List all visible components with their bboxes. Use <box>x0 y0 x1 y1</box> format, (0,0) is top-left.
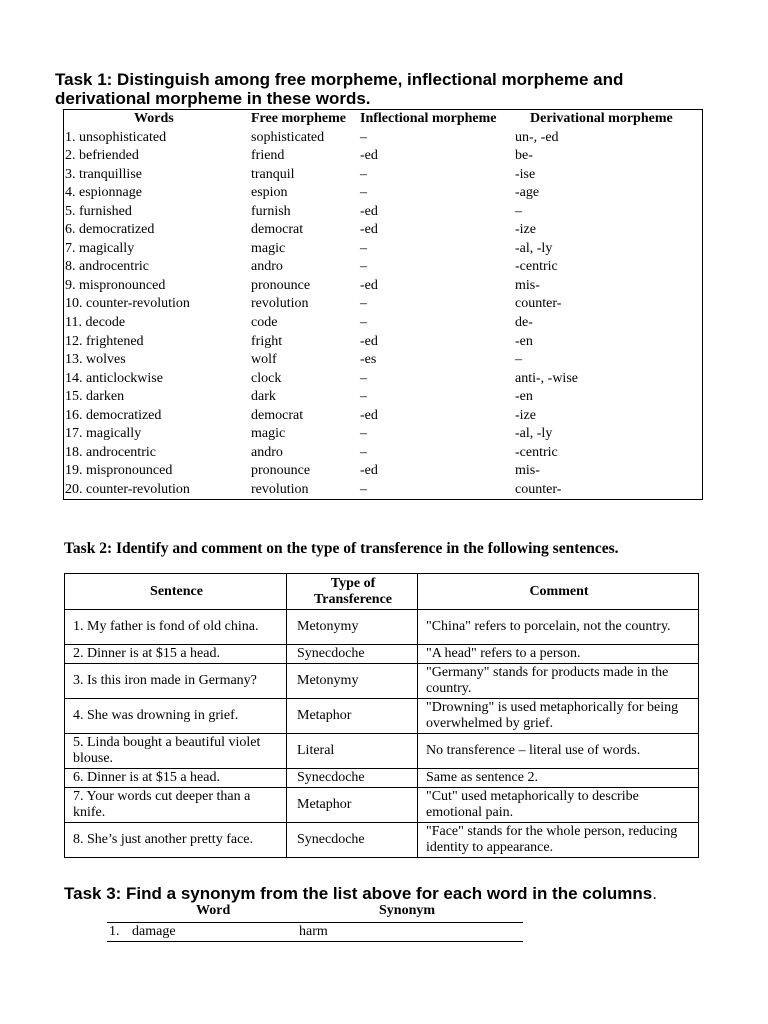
inflectional-morpheme-cell: – <box>360 185 367 201</box>
table-row <box>65 734 699 769</box>
synonym-row-word: damage <box>132 924 176 939</box>
sentence-cell: 2. Dinner is at $15 a head. <box>65 645 287 664</box>
inflectional-morpheme-cell: -ed <box>360 407 378 423</box>
synonym-table-divider <box>107 922 523 923</box>
word-cell: 20. counter-revolution <box>65 481 190 497</box>
transference-type-cell: Metaphor <box>287 699 418 734</box>
free-morpheme-cell: clock <box>251 370 282 386</box>
derivational-morpheme-cell: mis- <box>515 463 540 479</box>
transference-type-cell: Synecdoche <box>287 769 418 788</box>
transference-table-header <box>65 574 699 610</box>
free-morpheme-cell: democrat <box>251 222 304 238</box>
derivational-morpheme-cell: counter- <box>515 296 562 312</box>
sentence-cell: 3. Is this iron made in Germany? <box>65 664 287 699</box>
word-cell: 15. darken <box>65 389 125 405</box>
comment-cell: No transference – literal use of words. <box>418 734 699 769</box>
header-word: Word <box>196 903 231 918</box>
free-morpheme-cell: magic <box>251 240 286 256</box>
word-cell: 17. magically <box>65 426 142 442</box>
inflectional-morpheme-cell: – <box>360 240 367 256</box>
derivational-morpheme-cell: un-, -ed <box>515 129 559 145</box>
synonym-row-synonym: harm <box>299 924 328 939</box>
table-row <box>64 240 702 259</box>
comment-cell: "Face" stands for the whole person, reducing identity to appearance. <box>418 823 699 858</box>
free-morpheme-cell: tranquil <box>251 166 295 182</box>
synonym-row-number: 1. <box>109 924 120 939</box>
task3-title-text: Task 3: Find a synonym from the list above for each word in the columns <box>64 884 653 903</box>
free-morpheme-cell: pronounce <box>251 463 311 479</box>
table-row <box>64 295 702 314</box>
word-cell: 9. mispronounced <box>65 277 166 293</box>
derivational-morpheme-cell: de- <box>515 315 533 330</box>
sentence-cell: 7. Your words cut deeper than a knife. <box>65 788 287 823</box>
word-cell: 10. counter-revolution <box>65 296 190 312</box>
header-words: Words <box>134 111 174 126</box>
table-row <box>65 769 699 788</box>
sentence-cell: 5. Linda bought a beautiful violet blouse. <box>65 734 287 769</box>
table-row <box>64 462 702 481</box>
inflectional-morpheme-cell: -ed <box>360 333 378 349</box>
task1-title-line1: Task 1: Distinguish among free morpheme, inflectional morpheme and <box>55 70 624 89</box>
inflectional-morpheme-cell: – <box>360 444 367 460</box>
word-cell: 18. androcentric <box>65 444 156 460</box>
free-morpheme-cell: code <box>251 315 278 330</box>
header-sentence: Sentence <box>65 574 287 610</box>
comment-cell: Same as sentence 2. <box>418 769 699 788</box>
free-morpheme-cell: andro <box>251 444 283 460</box>
word-cell: 19. mispronounced <box>65 463 173 479</box>
inflectional-morpheme-cell: – <box>360 370 367 386</box>
table-row <box>65 645 699 664</box>
free-morpheme-cell: friend <box>251 148 285 164</box>
table-row <box>64 184 702 203</box>
transference-type-cell: Synecdoche <box>287 645 418 664</box>
word-cell: 8. androcentric <box>65 259 149 275</box>
word-cell: 13. wolves <box>65 352 126 368</box>
morpheme-table-header <box>64 110 702 129</box>
free-morpheme-cell: furnish <box>251 203 291 219</box>
comment-cell: "Germany" stands for products made in the country. <box>418 664 699 699</box>
word-cell: 12. frightened <box>65 333 144 349</box>
comment-cell: "Cut" used metaphorically to describe emotional pain. <box>418 788 699 823</box>
table-row <box>64 407 702 426</box>
table-row <box>64 129 702 148</box>
free-morpheme-cell: pronounce <box>251 277 311 293</box>
derivational-morpheme-cell: -al, -ly <box>515 426 553 442</box>
inflectional-morpheme-cell: – <box>360 315 367 330</box>
inflectional-morpheme-cell: -es <box>360 352 377 368</box>
word-cell: 5. furnished <box>65 203 132 219</box>
inflectional-morpheme-cell: – <box>360 481 367 497</box>
derivational-morpheme-cell: -en <box>515 333 533 349</box>
table-row <box>64 425 702 444</box>
table-row <box>65 823 699 858</box>
morpheme-table <box>63 109 703 500</box>
transference-type-cell: Metonymy <box>287 664 418 699</box>
inflectional-morpheme-cell: -ed <box>360 222 378 238</box>
word-cell: 14. anticlockwise <box>65 370 163 386</box>
comment-cell: "China" refers to porcelain, not the country. <box>418 610 699 645</box>
free-morpheme-cell: wolf <box>251 352 277 368</box>
word-cell: 4. espionnage <box>65 185 142 201</box>
transference-type-cell: Literal <box>287 734 418 769</box>
table-row <box>64 221 702 240</box>
transference-type-cell: Metaphor <box>287 788 418 823</box>
inflectional-morpheme-cell: – <box>360 166 367 182</box>
free-morpheme-cell: espion <box>251 185 288 201</box>
transference-type-cell: Synecdoche <box>287 823 418 858</box>
task3-title <box>64 884 657 904</box>
header-comment: Comment <box>418 574 699 610</box>
derivational-morpheme-cell: -centric <box>515 259 558 275</box>
table-row <box>65 664 699 699</box>
inflectional-morpheme-cell: -ed <box>360 463 378 479</box>
free-morpheme-cell: andro <box>251 259 283 275</box>
inflectional-morpheme-cell: -ed <box>360 277 378 293</box>
table-row <box>64 370 702 389</box>
derivational-morpheme-cell: – <box>515 203 522 219</box>
comment-cell: "A head" refers to a person. <box>418 645 699 664</box>
header-synonym: Synonym <box>379 903 436 918</box>
table-row <box>64 166 702 185</box>
inflectional-morpheme-cell: – <box>360 389 367 405</box>
derivational-morpheme-cell: mis- <box>515 277 540 293</box>
word-cell: 11. decode <box>65 315 126 330</box>
task3-title-period: . <box>652 884 657 903</box>
inflectional-morpheme-cell: – <box>360 129 367 145</box>
sentence-cell: 1. My father is fond of old china. <box>65 610 287 645</box>
derivational-morpheme-cell: -ise <box>515 166 536 182</box>
word-cell: 16. democratized <box>65 407 162 423</box>
sentence-cell: 4. She was drowning in grief. <box>65 699 287 734</box>
sentence-cell: 6. Dinner is at $15 a head. <box>65 769 287 788</box>
free-morpheme-cell: fright <box>251 333 283 349</box>
word-cell: 6. democratized <box>65 222 155 238</box>
word-cell: 2. befriended <box>65 148 139 164</box>
synonym-table-bottom-line <box>107 941 523 942</box>
task1-title-line2: derivational morpheme in these words. <box>55 89 371 108</box>
derivational-morpheme-cell: -al, -ly <box>515 240 553 256</box>
derivational-morpheme-cell: -age <box>515 185 540 201</box>
sentence-cell: 8. She’s just another pretty face. <box>65 823 287 858</box>
table-row <box>64 147 702 166</box>
free-morpheme-cell: dark <box>251 389 276 405</box>
table-row <box>64 481 702 500</box>
task2-title: Task 2: Identify and comment on the type of transference in the following sentences. <box>64 540 619 557</box>
derivational-morpheme-cell: -ize <box>515 222 536 238</box>
derivational-morpheme-cell: counter- <box>515 481 562 497</box>
inflectional-morpheme-cell: -ed <box>360 148 378 164</box>
table-row <box>64 351 702 370</box>
word-cell: 3. tranquillise <box>65 166 142 182</box>
header-inflectional-morpheme: Inflectional morpheme <box>360 111 497 126</box>
transference-table <box>64 573 699 858</box>
inflectional-morpheme-cell: – <box>360 296 367 312</box>
transference-table-body <box>65 610 699 858</box>
header-derivational-morpheme: Derivational morpheme <box>530 111 673 126</box>
word-cell: 1. unsophisticated <box>65 129 167 145</box>
free-morpheme-cell: sophisticated <box>251 129 325 145</box>
derivational-morpheme-cell: be- <box>515 148 533 164</box>
free-morpheme-cell: revolution <box>251 481 309 497</box>
table-row <box>64 314 702 333</box>
derivational-morpheme-cell: -ize <box>515 407 536 423</box>
table-row <box>64 444 702 463</box>
table-row <box>64 388 702 407</box>
derivational-morpheme-cell: -en <box>515 389 533 405</box>
free-morpheme-cell: magic <box>251 426 286 442</box>
table-row <box>64 258 702 277</box>
free-morpheme-cell: revolution <box>251 296 309 312</box>
table-row <box>64 203 702 222</box>
table-row <box>65 699 699 734</box>
derivational-morpheme-cell: -centric <box>515 444 558 460</box>
table-row <box>64 277 702 296</box>
table-row <box>65 788 699 823</box>
inflectional-morpheme-cell: – <box>360 259 367 275</box>
inflectional-morpheme-cell: -ed <box>360 203 378 219</box>
table-row <box>64 333 702 352</box>
header-type-of-transference: Type of Transference <box>287 574 418 610</box>
header-free-morpheme: Free morpheme <box>251 111 346 126</box>
comment-cell: "Drowning" is used metaphorically for being overwhelmed by grief. <box>418 699 699 734</box>
derivational-morpheme-cell: anti-, -wise <box>515 370 578 386</box>
inflectional-morpheme-cell: – <box>360 426 367 442</box>
word-cell: 7. magically <box>65 240 135 256</box>
table-row <box>65 610 699 645</box>
free-morpheme-cell: democrat <box>251 407 304 423</box>
derivational-morpheme-cell: – <box>515 352 522 368</box>
transference-type-cell: Metonymy <box>287 610 418 645</box>
